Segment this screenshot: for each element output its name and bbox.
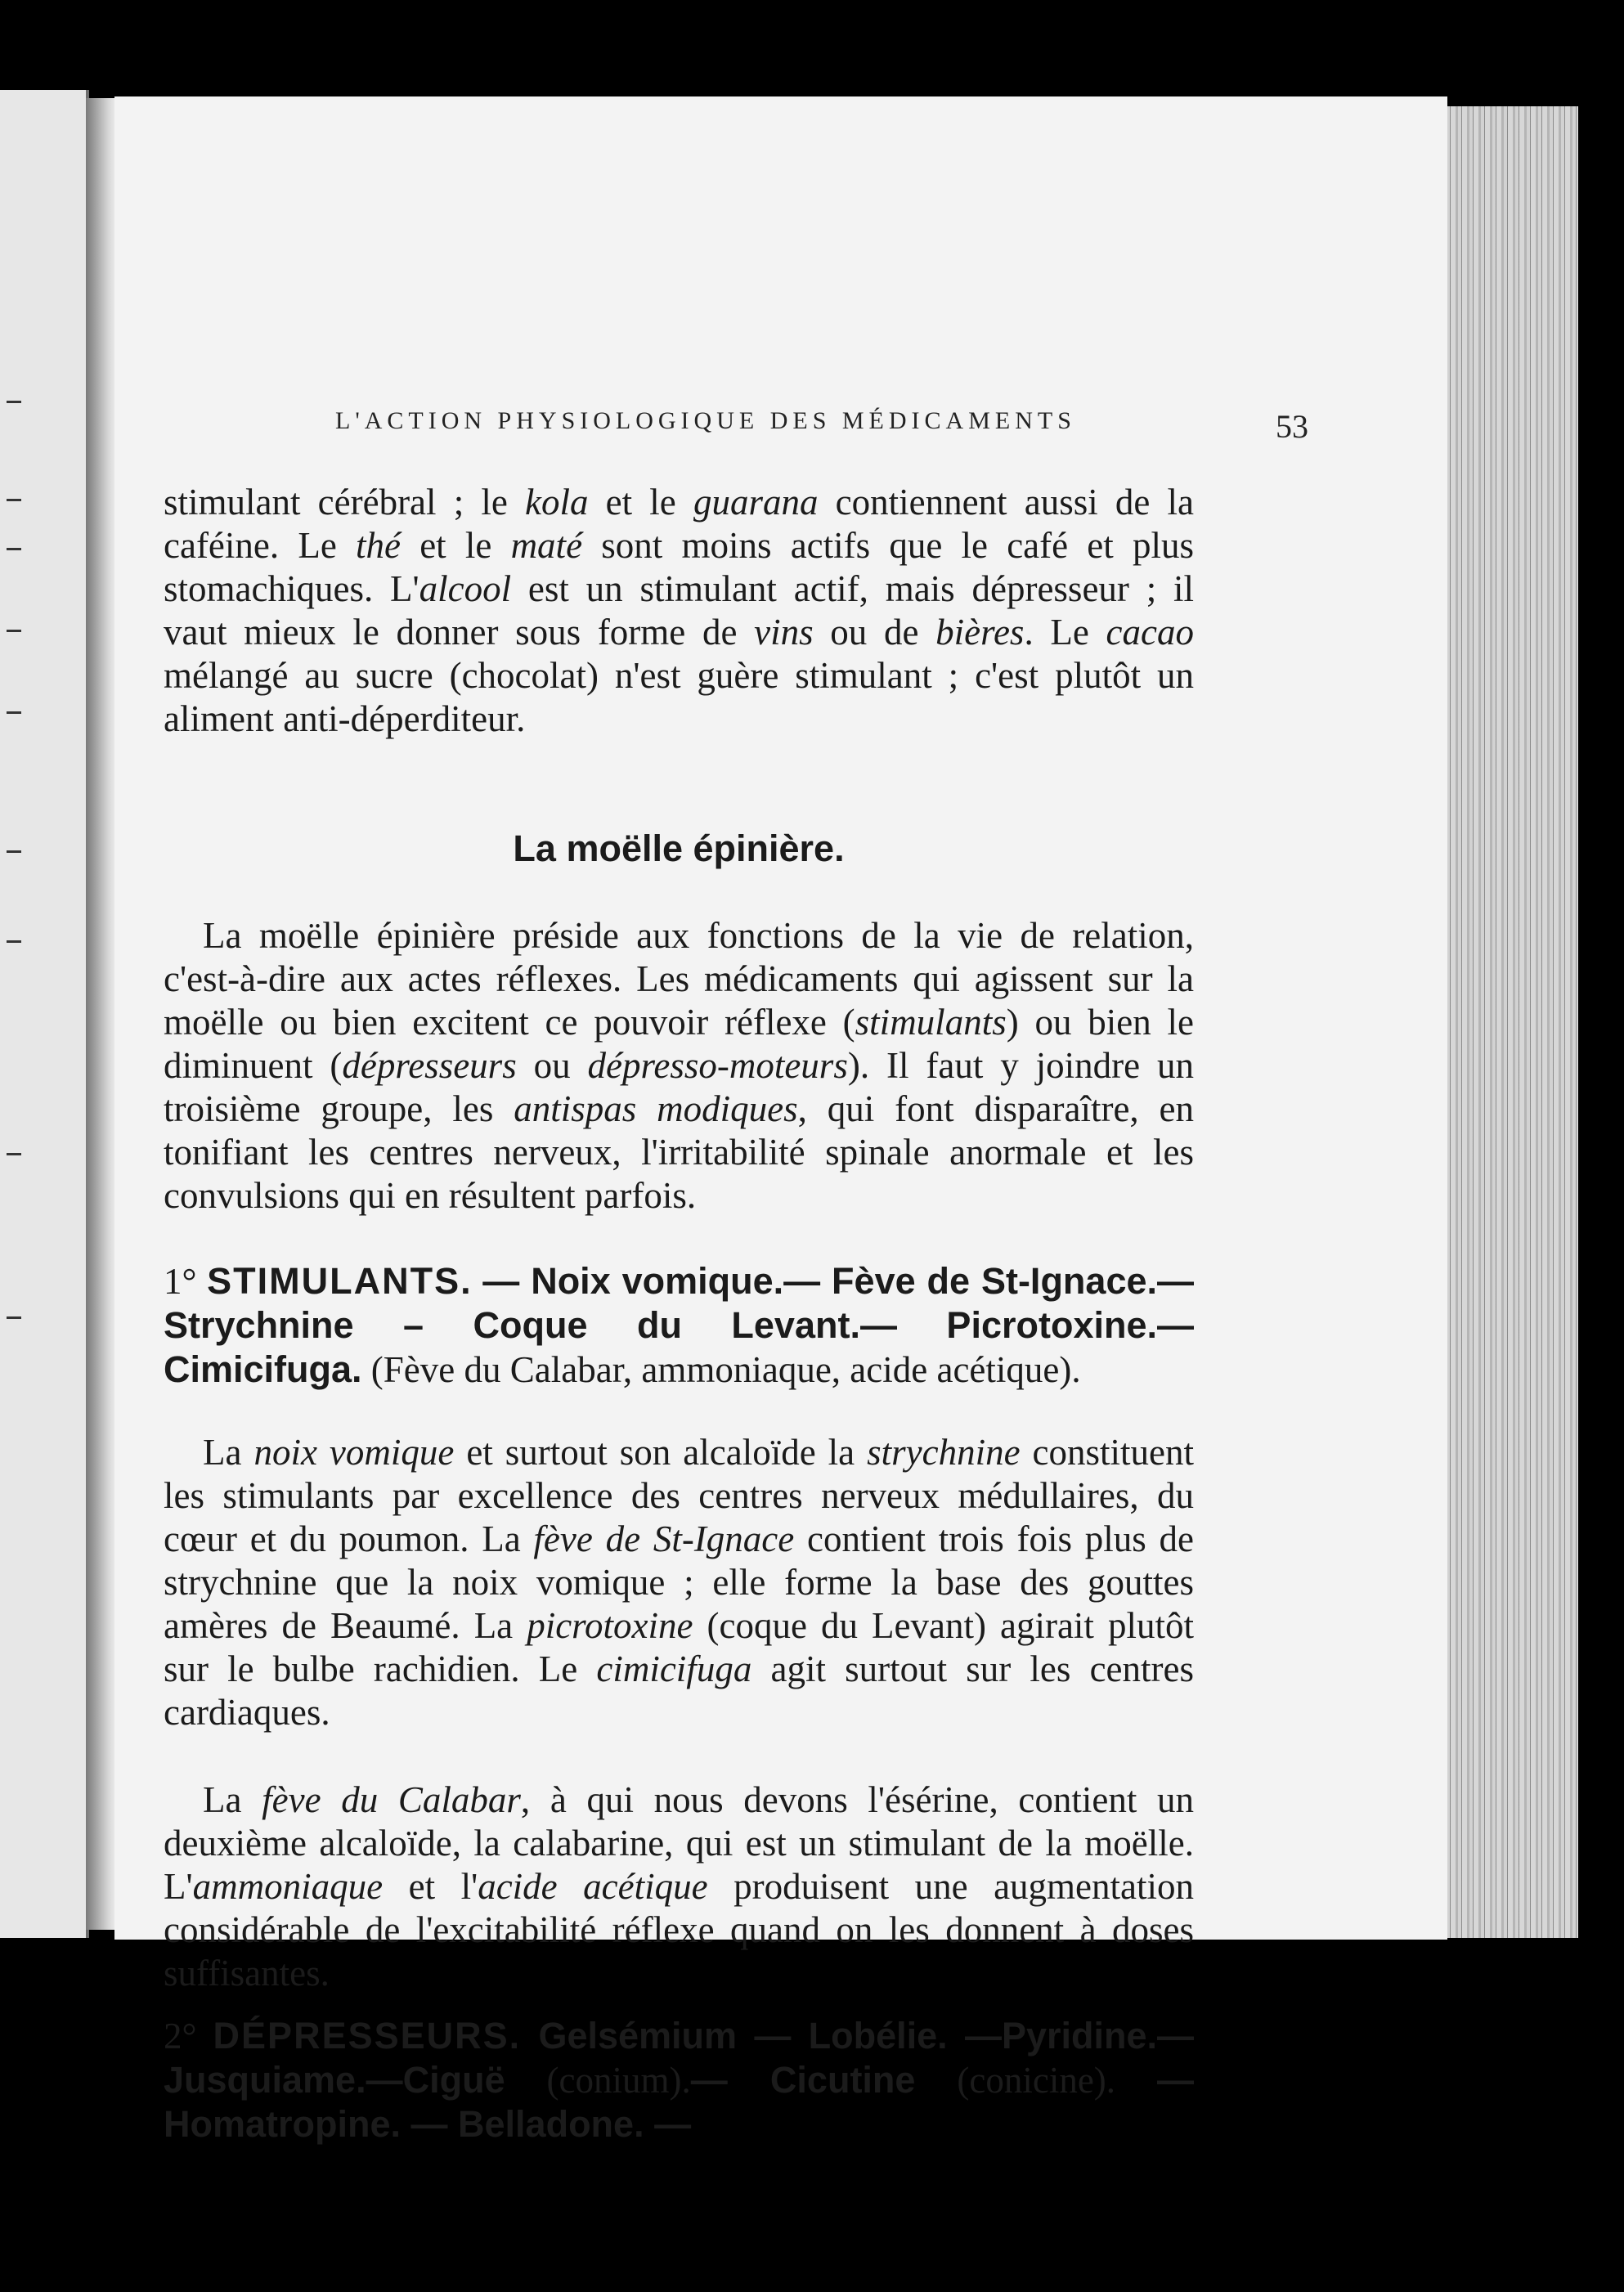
list-number: 1° (164, 1261, 197, 1302)
facing-page-mark (7, 940, 21, 943)
facing-page-edge (0, 90, 89, 1938)
facing-page-mark (7, 850, 21, 853)
paragraph-calabar: La fève du Calabar, à qui nous devons l'ésérine, contient un deuxième alcaloïde, la calabarine, qui est un stimulant de la moëlle. L'ammoniaque et l'acide acétique produisent une augmentation considérable de l'excitabilité réflexe quand on les donnent à doses suffisantes. (164, 1779, 1194, 1994)
paragraph-caffeine: stimulant cérébral ; le kola et le guarana contiennent aussi de la caféine. Le thé et le maté sont moins actifs que le café et plus stomachiques. L'alcool est un stimulant actif, mais dépresseur ; il vaut mieux le donner sous forme de vins ou de bières. Le cacao mélangé au sucre (chocolat) n'est guère stimulant ; c'est plutôt un aliment anti-déperditeur. (164, 482, 1195, 739)
list-items: — Homatropine. — Belladone. — (164, 2059, 1194, 2145)
facing-page-mark (7, 1316, 21, 1319)
facing-page-mark (7, 548, 21, 550)
section-title: La moëlle épinière. (513, 828, 845, 869)
paragraph-spinal-cord: La moëlle épinière préside aux fonctions de la vie de relation, c'est-à-dire aux actes réflexes. Les médicaments qui agissent sur la moëlle ou bien excitent ce pouvoir réflexe (stimulants) ou bien le diminuent (dépresseurs ou dépresso-moteurs). Il faut y joindre un troisième groupe, les antispas modiques, qui font disparaître, en tonifiant les centres nerveux, l'irritabilité spinale anormale et les convulsions qui en résultent parfois. (164, 915, 1195, 1216)
list-heading: STIMULANTS. (207, 1260, 473, 1302)
facing-page-mark (7, 499, 21, 501)
facing-page-mark (7, 401, 21, 403)
stimulants-list (164, 1259, 1194, 1392)
page-stack-edge (1433, 106, 1578, 1938)
facing-page-mark (7, 630, 21, 632)
facing-page-mark (7, 711, 21, 714)
book-spine-shadow (86, 98, 119, 1930)
paragraph-noix-vomique: La noix vomique et surtout son alcaloïde la strychnine constituent les stimulants par excellence des centres nerveux médullaires, du cœur et du poumon. La fève de St-Ignace contient trois fois plus de strychnine que la noix vomique ; elle forme la base des gouttes amères de Beaumé. La picrotoxine (coque du Levant) agirait plutôt sur le bulbe rachidien. Le cimicifuga agit surtout sur les centres cardiaques. (164, 1432, 1195, 1733)
list-items: Gelsémium — Lobélie. —Pyridine.—Jusquiame.—Ciguë (164, 2015, 1195, 2101)
list-items: — Noix vomique.— Fève de St-Ignace.—Strychnine – Coque du Levant.— Picrotoxine.—Cimicifuga. (164, 1260, 1194, 1390)
list-extra: (Fève du Calabar, ammoniaque, acide acétique). (361, 1349, 1081, 1390)
list-extra: (conium). (505, 2060, 691, 2101)
list-items: — Cicutine (690, 2059, 916, 2101)
list-extra: (conicine). (915, 2060, 1157, 2101)
list-number: 2° (164, 2016, 197, 2057)
list-heading: DÉPRESSEURS. (213, 2015, 522, 2057)
page-number: 53 (1276, 408, 1308, 445)
depresseurs-list (164, 2014, 1194, 2146)
book-page (114, 96, 1447, 2145)
running-header: L'ACTION PHYSIOLOGIQUE DES MÉDICAMENTS (335, 407, 1076, 434)
facing-page-mark (7, 1153, 21, 1155)
